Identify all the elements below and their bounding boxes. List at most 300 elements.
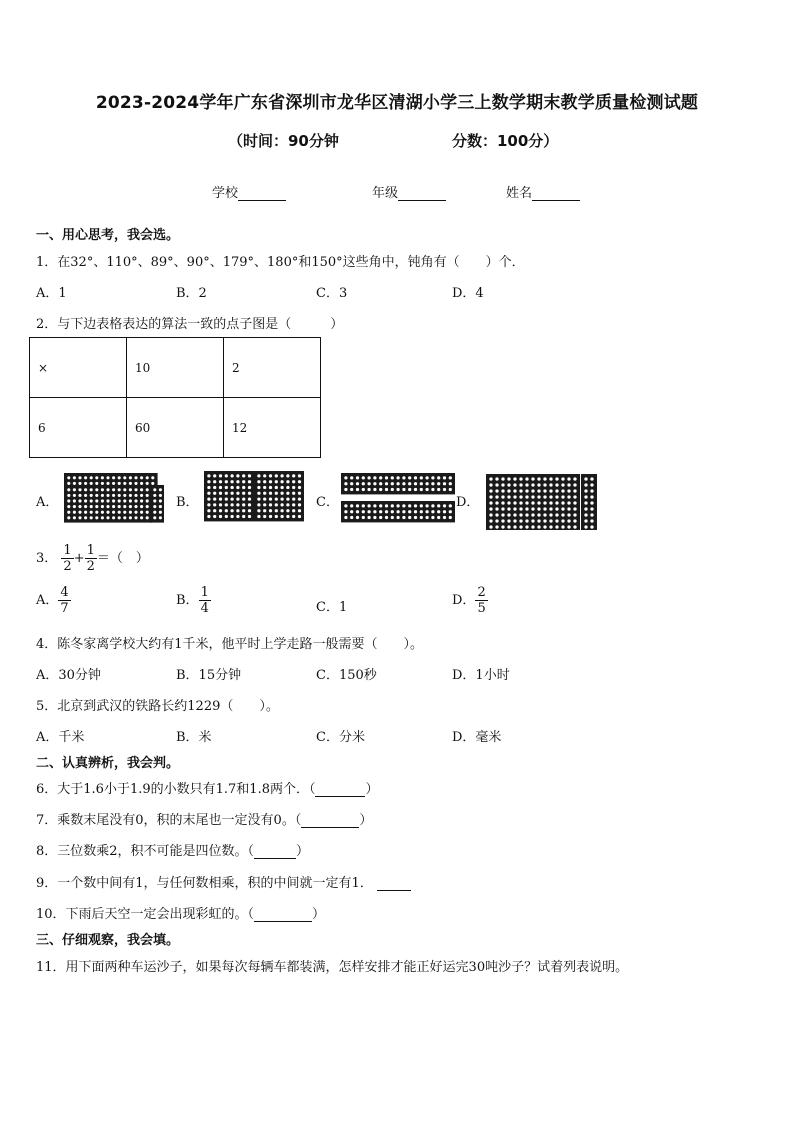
dot <box>292 486 295 489</box>
dot <box>248 480 251 483</box>
dot <box>73 505 76 508</box>
q1-option-a[interactable]: A．1 <box>36 286 67 301</box>
dot <box>275 509 278 512</box>
dot-block <box>204 471 254 521</box>
dot <box>207 492 210 495</box>
dot <box>385 488 388 491</box>
dot <box>207 509 210 512</box>
dot <box>549 495 552 498</box>
dot <box>153 511 156 514</box>
dot <box>225 509 228 512</box>
dot <box>590 519 593 522</box>
dot <box>269 515 272 518</box>
dot <box>431 504 434 507</box>
dot <box>531 483 534 486</box>
q4-option-a[interactable]: A．30分钟 <box>36 668 101 683</box>
dot <box>350 482 353 485</box>
dot <box>584 525 587 528</box>
dot <box>555 501 558 504</box>
dot <box>567 525 570 528</box>
dot <box>519 501 522 504</box>
dot <box>561 489 564 492</box>
dot <box>106 476 109 479</box>
q5-option-c[interactable]: C．分米 <box>316 730 365 745</box>
dot <box>402 476 405 479</box>
dot <box>543 483 546 486</box>
dot <box>84 516 87 519</box>
dot <box>519 483 522 486</box>
dot <box>123 516 126 519</box>
dot <box>391 476 394 479</box>
q3-option-c[interactable]: C．1 <box>316 600 348 615</box>
dot <box>112 494 115 497</box>
dot <box>396 476 399 479</box>
dot <box>129 494 132 497</box>
dot <box>73 499 76 502</box>
dot <box>123 499 126 502</box>
dot <box>118 511 121 514</box>
dot-array-d[interactable] <box>486 474 604 530</box>
dot <box>391 488 394 491</box>
dot <box>443 510 446 513</box>
dot <box>549 507 552 510</box>
dot <box>437 516 440 519</box>
dot <box>555 519 558 522</box>
dot <box>90 488 93 491</box>
dot <box>78 511 81 514</box>
dot <box>561 501 564 504</box>
fraction-denominator: 2 <box>63 559 72 574</box>
dot <box>555 507 558 510</box>
dot <box>543 495 546 498</box>
dot <box>561 525 564 528</box>
q2-option-c[interactable]: C． <box>316 495 339 510</box>
fraction-numerator: 1 <box>86 543 95 558</box>
question-3 <box>36 543 149 574</box>
q5-option-a[interactable]: A．千米 <box>36 730 85 745</box>
dot <box>95 511 98 514</box>
dot <box>385 504 388 507</box>
dot <box>140 499 143 502</box>
dot <box>112 511 115 514</box>
dot <box>112 488 115 491</box>
dot <box>101 488 104 491</box>
dot <box>549 477 552 480</box>
dot <box>230 474 233 477</box>
dot <box>555 483 558 486</box>
dot <box>573 525 576 528</box>
dot <box>118 482 121 485</box>
q4-option-d[interactable]: D．1小时 <box>452 668 510 683</box>
dot <box>73 476 76 479</box>
dot <box>519 519 522 522</box>
dot <box>84 488 87 491</box>
dot <box>531 525 534 528</box>
dot <box>153 488 156 491</box>
grade-blank[interactable] <box>398 186 446 201</box>
dot <box>573 483 576 486</box>
q1-option-d[interactable]: D．4 <box>452 286 484 301</box>
dot <box>123 505 126 508</box>
dot-array-c[interactable] <box>341 473 455 527</box>
dot <box>73 488 76 491</box>
q8-text: 8．三位数乘2，积不可能是四位数。（ <box>36 844 255 859</box>
multiplication-table <box>29 337 321 458</box>
dot <box>106 494 109 497</box>
dot <box>525 519 528 522</box>
q2-option-b[interactable]: B． <box>176 495 199 510</box>
dot <box>396 516 399 519</box>
dot <box>549 483 552 486</box>
dot <box>420 510 423 513</box>
dot <box>146 482 149 485</box>
q7-answer-blank[interactable] <box>301 813 359 828</box>
q10-answer-blank[interactable] <box>254 907 312 922</box>
dot <box>525 489 528 492</box>
question-10 <box>36 903 325 922</box>
dot <box>298 492 301 495</box>
dot <box>402 488 405 491</box>
table-cell: 60 <box>127 398 224 458</box>
dot <box>84 476 87 479</box>
q5-option-d[interactable]: D．毫米 <box>452 730 502 745</box>
dot <box>543 519 546 522</box>
dot <box>225 480 228 483</box>
dot <box>573 489 576 492</box>
school-blank[interactable] <box>238 186 286 201</box>
dot <box>431 516 434 519</box>
dot <box>489 525 492 528</box>
dot <box>489 519 492 522</box>
fraction-denominator: 2 <box>86 559 95 574</box>
q2-option-a[interactable]: A． <box>36 495 59 510</box>
q4-option-c[interactable]: C．150秒 <box>316 668 377 683</box>
dot <box>420 516 423 519</box>
dot <box>489 501 492 504</box>
dot <box>391 504 394 507</box>
name-field <box>506 182 580 201</box>
q4-option-b[interactable]: B．15分钟 <box>176 668 242 683</box>
dot <box>396 482 399 485</box>
dot <box>567 477 570 480</box>
dot <box>543 489 546 492</box>
dot <box>275 480 278 483</box>
dot <box>67 476 70 479</box>
dot <box>95 505 98 508</box>
dot <box>402 516 405 519</box>
dot <box>134 499 137 502</box>
dot <box>123 511 126 514</box>
dot <box>513 483 516 486</box>
dot <box>286 486 289 489</box>
dot <box>362 488 365 491</box>
dot <box>230 503 233 506</box>
dot <box>555 477 558 480</box>
fraction-numerator: 1 <box>63 543 72 558</box>
dot <box>225 515 228 518</box>
q9-answer-blank[interactable] <box>377 876 411 891</box>
dot <box>106 488 109 491</box>
dot <box>567 495 570 498</box>
dot <box>292 497 295 500</box>
dot <box>257 497 260 500</box>
dot <box>236 492 239 495</box>
dot <box>590 495 593 498</box>
q3-option-d[interactable] <box>452 585 488 616</box>
dot <box>101 494 104 497</box>
dot <box>495 489 498 492</box>
dot <box>286 480 289 483</box>
dot <box>248 486 251 489</box>
dot <box>543 513 546 516</box>
dot <box>73 516 76 519</box>
dot <box>495 501 498 504</box>
fraction-one-half <box>85 543 97 574</box>
dot <box>573 501 576 504</box>
dot <box>431 510 434 513</box>
dot <box>513 507 516 510</box>
dot <box>236 497 239 500</box>
dot <box>543 507 546 510</box>
table-cell: 2 <box>224 338 321 398</box>
dot <box>269 480 272 483</box>
dot <box>140 516 143 519</box>
dot <box>362 510 365 513</box>
section-heading-3: 三、仔细观察，我会填。 <box>36 933 180 948</box>
dot <box>373 516 376 519</box>
q3-answer-blank: ＝（ ） <box>96 551 149 566</box>
dot <box>350 510 353 513</box>
dot <box>159 488 162 491</box>
dot <box>207 515 210 518</box>
dot <box>134 516 137 519</box>
dot <box>67 488 70 491</box>
dot <box>543 501 546 504</box>
dot <box>519 513 522 516</box>
question-4: 4．陈冬家离学校大约有1千米，他平时上学走路一般需要（ ）。 <box>36 637 424 652</box>
fraction-numerator: 2 <box>477 585 486 600</box>
dot <box>367 488 370 491</box>
table-row <box>30 398 321 458</box>
table-cell: 10 <box>127 338 224 398</box>
dot <box>269 486 272 489</box>
dot <box>443 504 446 507</box>
dot <box>396 510 399 513</box>
dot <box>140 511 143 514</box>
dot <box>525 507 528 510</box>
dot <box>362 516 365 519</box>
dot <box>90 499 93 502</box>
q6-close-paren: ） <box>365 782 379 797</box>
dot <box>567 507 570 510</box>
dot <box>567 483 570 486</box>
dot <box>84 499 87 502</box>
dot <box>153 499 156 502</box>
dot <box>573 507 576 510</box>
q8-answer-blank[interactable] <box>254 844 296 859</box>
table-row <box>30 338 321 398</box>
exam-time: （时间：90分钟 <box>228 132 339 150</box>
dot <box>449 504 452 507</box>
question-7 <box>36 809 372 828</box>
fraction <box>58 585 70 616</box>
dot <box>123 476 126 479</box>
dot <box>555 489 558 492</box>
dot <box>140 482 143 485</box>
dot <box>67 499 70 502</box>
dot <box>146 511 149 514</box>
dot <box>573 495 576 498</box>
dot <box>495 519 498 522</box>
dot <box>134 476 137 479</box>
dot <box>513 513 516 516</box>
dot <box>513 519 516 522</box>
dot <box>207 486 210 489</box>
dot <box>367 510 370 513</box>
dot <box>425 504 428 507</box>
dot <box>495 477 498 480</box>
table-cell: 6 <box>30 398 127 458</box>
dot <box>408 516 411 519</box>
q2-option-d[interactable]: D． <box>456 495 480 510</box>
dot <box>159 494 162 497</box>
dot <box>396 488 399 491</box>
q1-option-c[interactable]: C．3 <box>316 286 348 301</box>
dot <box>537 483 540 486</box>
dot <box>561 513 564 516</box>
dot <box>298 509 301 512</box>
dot <box>501 495 504 498</box>
dot <box>230 486 233 489</box>
dot <box>146 505 149 508</box>
dot <box>153 505 156 508</box>
dot-block <box>150 485 164 523</box>
dot <box>269 497 272 500</box>
dot <box>584 501 587 504</box>
dot <box>373 504 376 507</box>
dot <box>567 501 570 504</box>
dot <box>501 483 504 486</box>
dot <box>525 477 528 480</box>
dot <box>213 486 216 489</box>
dot <box>123 482 126 485</box>
dot <box>513 489 516 492</box>
q1-option-b[interactable]: B．2 <box>176 286 207 301</box>
dot <box>106 499 109 502</box>
dot <box>501 513 504 516</box>
dot <box>67 516 70 519</box>
dot <box>555 495 558 498</box>
q6-answer-blank[interactable] <box>315 782 365 797</box>
dot <box>350 516 353 519</box>
dot <box>373 488 376 491</box>
dot <box>236 509 239 512</box>
dot <box>507 477 510 480</box>
name-blank[interactable] <box>532 186 580 201</box>
dot <box>350 504 353 507</box>
dot <box>219 474 222 477</box>
dot <box>248 492 251 495</box>
question-11: 11．用下面两种车运沙子，如果每次每辆车都装满，怎样安排才能正好运完30吨沙子？试着列表说明。 <box>36 960 629 975</box>
q3-option-a[interactable] <box>36 585 71 616</box>
dot <box>134 482 137 485</box>
dot <box>298 515 301 518</box>
dot <box>230 509 233 512</box>
dot <box>537 495 540 498</box>
dot <box>129 476 132 479</box>
dot <box>225 486 228 489</box>
q5-option-b[interactable]: B．米 <box>176 730 212 745</box>
dot <box>112 476 115 479</box>
dot <box>555 513 558 516</box>
dot <box>507 507 510 510</box>
dot <box>257 515 260 518</box>
dot <box>549 525 552 528</box>
school-label: 学校 <box>212 186 239 201</box>
dot <box>129 499 132 502</box>
dot <box>225 474 228 477</box>
dot <box>507 519 510 522</box>
dot <box>379 482 382 485</box>
dot <box>402 510 405 513</box>
dot <box>549 519 552 522</box>
fraction-numerator: 4 <box>60 585 69 600</box>
dot <box>443 482 446 485</box>
dot <box>248 515 251 518</box>
dot <box>437 504 440 507</box>
dot <box>134 488 137 491</box>
dot <box>501 501 504 504</box>
dot <box>396 504 399 507</box>
dot <box>95 482 98 485</box>
dot <box>112 516 115 519</box>
dot <box>584 507 587 510</box>
q3-option-b[interactable] <box>176 585 211 616</box>
dot <box>236 486 239 489</box>
dot <box>584 519 587 522</box>
grade-field <box>372 182 446 201</box>
dot <box>344 516 347 519</box>
dot <box>263 509 266 512</box>
dot <box>219 503 222 506</box>
dot <box>236 515 239 518</box>
dot <box>292 509 295 512</box>
dot <box>78 505 81 508</box>
dot <box>414 476 417 479</box>
dot <box>280 492 283 495</box>
dot <box>257 509 260 512</box>
dot <box>73 482 76 485</box>
dot <box>140 494 143 497</box>
dot <box>362 476 365 479</box>
table-cell: × <box>30 338 127 398</box>
dot <box>159 516 162 519</box>
dot-array-a[interactable] <box>64 473 164 529</box>
dot <box>95 516 98 519</box>
dot <box>507 525 510 528</box>
dot <box>280 480 283 483</box>
dot <box>590 477 593 480</box>
dot <box>263 480 266 483</box>
q10-text: 10．下雨后天空一定会出现彩虹的。（ <box>36 907 255 922</box>
dot <box>236 480 239 483</box>
dot <box>275 486 278 489</box>
dot <box>379 488 382 491</box>
dot <box>507 495 510 498</box>
dot-array-b[interactable] <box>204 471 304 525</box>
dot <box>437 510 440 513</box>
dot <box>263 503 266 506</box>
